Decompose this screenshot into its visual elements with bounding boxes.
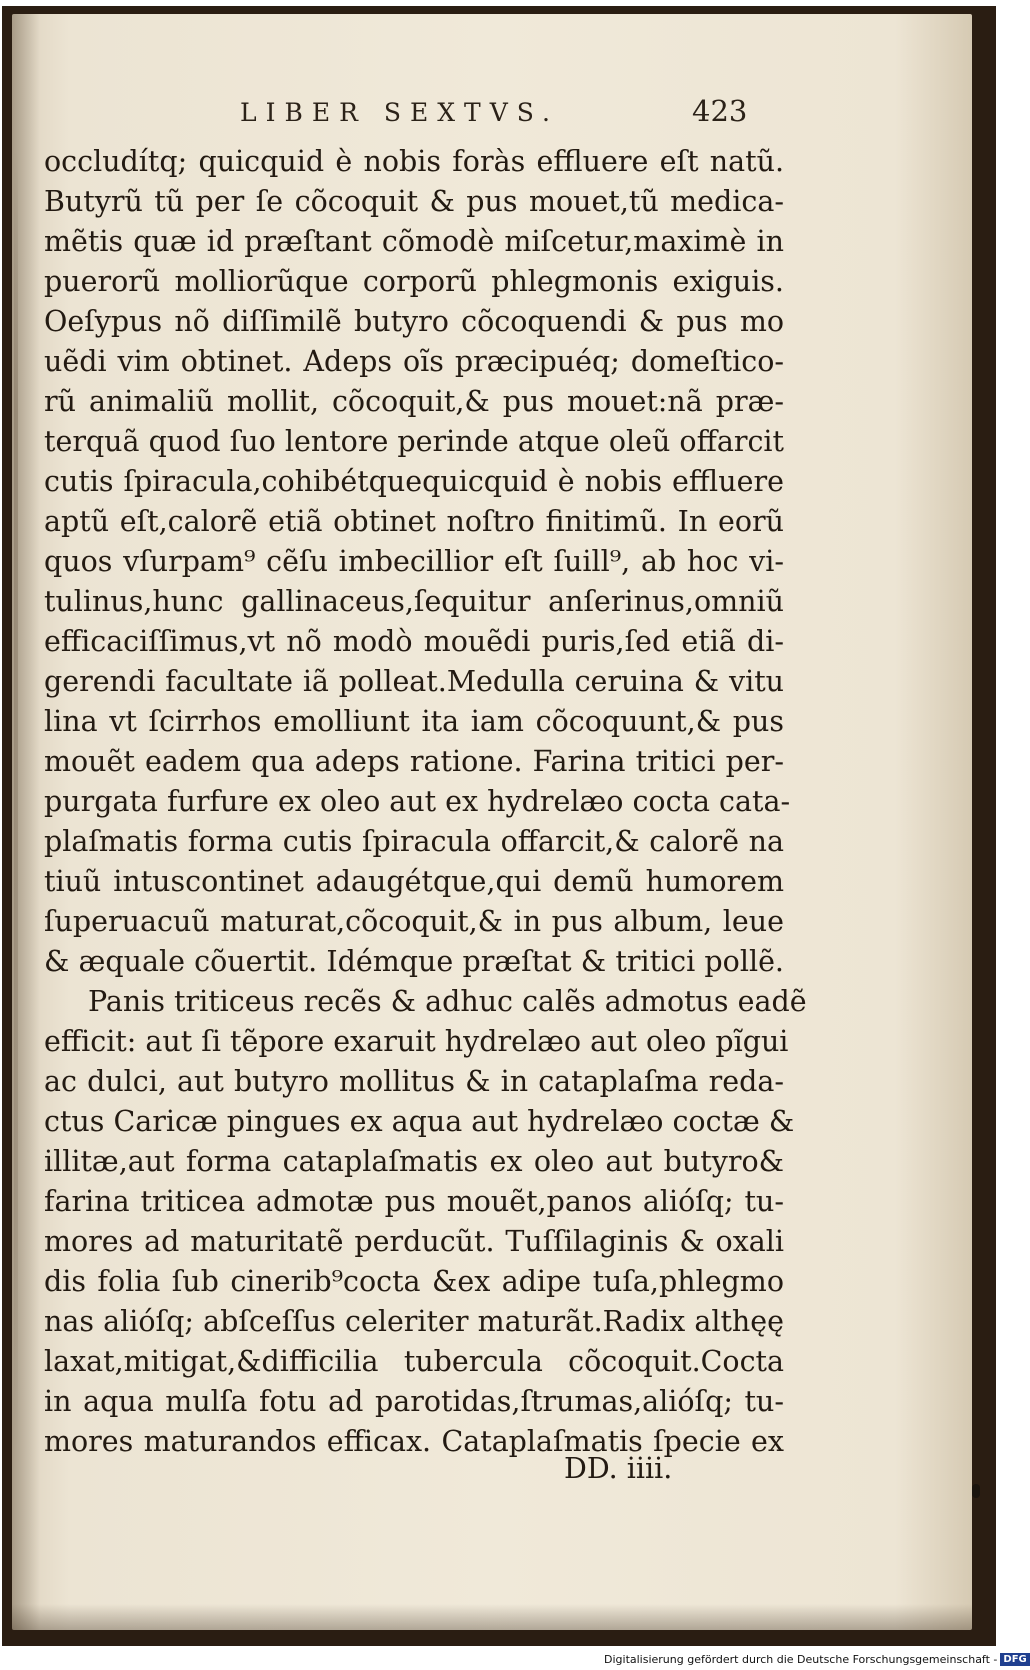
text-line: purgata furfure ex oleo aut ex hydrelæo cocta cata- xyxy=(44,785,791,818)
text-line: aptũ eſt,calorẽ etiã obtinet noſtro finitimũ. In eorũ xyxy=(44,505,784,538)
text-line: illitæ,aut forma cataplaſmatis ex oleo aut butyro& xyxy=(44,1145,784,1178)
text-line: occludítq; quicquid è nobis foràs effluere eſt natũ. xyxy=(44,145,784,178)
text-line: mores maturandos efficax. Cataplaſmatis ſpecie ex xyxy=(44,1425,784,1458)
text-line: dis folia ſub cinerib⁹cocta &ex adipe tuſa,phlegmo xyxy=(44,1265,784,1298)
text-line: laxat,mitigat,&difficilia tubercula cõcoquit.Cocta xyxy=(44,1345,784,1378)
running-head xyxy=(0,94,1000,138)
running-head-title: LIBER SEXTVS. xyxy=(240,98,559,127)
text-line: mẽtis quæ id præſtant cõmodè miſcetur,maximè in xyxy=(44,225,784,258)
page-bottom-edge xyxy=(12,1604,972,1630)
credit-text: Digitalisierung gefördert durch die Deutsche Forschungsgemeinschaft - xyxy=(604,1653,998,1666)
text-line: tiuũ intuscontinet adaugétque,qui demũ humorem xyxy=(44,865,784,898)
text-line: tulinus,hunc gallinaceus,ſequitur anſerinus,omniũ xyxy=(44,585,784,618)
text-line: Oeſypus nõ diſſimilẽ butyro cõcoquendi & pus mo xyxy=(44,305,784,338)
text-line: ctus Caricæ pingues ex aqua aut hydrelæo coctæ & xyxy=(44,1105,795,1138)
text-line: & æquale cõuertit. Idémque præſtat & tritici pollẽ. xyxy=(44,945,784,978)
ink-blot xyxy=(972,1484,980,1498)
text-line: puerorũ molliorũque corporũ phlegmonis exiguis. xyxy=(44,265,784,298)
dfg-logo: DFG xyxy=(1000,1653,1029,1666)
text-line: cutis ſpiracula,cohibétquequicquid è nobis effluere xyxy=(44,465,784,498)
text-line: gerendi facultate iã polleat.Medulla ceruina & vitu xyxy=(44,665,784,698)
text-line: Butyrũ tũ per ſe cõcoquit & pus mouet,tũ medica- xyxy=(44,185,784,218)
text-line: terquã quod ſuo lentore perinde atque oleũ offarcit xyxy=(44,425,784,458)
text-line: farina triticea admotæ pus mouẽt,panos alióſq; tu- xyxy=(44,1185,784,1218)
text-line: rũ animaliũ mollit, cõcoquit,& pus mouet:nã præ- xyxy=(44,385,784,418)
text-line: nas alióſq; abſceſſus celeriter maturãt.Radix althęę xyxy=(44,1305,784,1338)
text-line: plaſmatis forma cutis ſpiracula offarcit,& calorẽ na xyxy=(44,825,784,858)
text-line: efficaciſſimus,vt nõ modò mouẽdi puris,ſed etiã di- xyxy=(44,625,784,658)
text-line: ac dulci, aut butyro mollitus & in cataplaſma reda- xyxy=(44,1065,784,1098)
signature-catchword: DD. iiii. xyxy=(564,1452,673,1485)
text-line: quos vſurpam⁹ cẽſu imbecillior eſt ſuill⁹, ab hoc vi- xyxy=(44,545,784,578)
digitization-credit xyxy=(604,1652,1030,1668)
page-number: 423 xyxy=(692,94,748,128)
text-line: uẽdi vim obtinet. Adeps oĩs præcipuéq; domeſtico- xyxy=(44,345,784,378)
margin-stain xyxy=(14,150,18,1450)
text-line: mouẽt eadem qua adeps ratione. Farina tritici per- xyxy=(44,745,784,778)
text-line: mores ad maturitatẽ perducũt. Tuſſilaginis & oxali xyxy=(44,1225,784,1258)
text-line: lina vt ſcirrhos emolliunt ita iam cõcoquunt,& pus xyxy=(44,705,784,738)
body-text xyxy=(44,142,807,1462)
text-line: ſuperuacuũ maturat,cõcoquit,& in pus album, leue xyxy=(44,905,784,938)
text-line: in aqua mulſa fotu ad parotidas,ſtrumas,alióſq; tu- xyxy=(44,1385,784,1418)
text-line: efficit: aut ſi tẽpore exaruit hydrelæo aut oleo pĩgui xyxy=(44,1025,789,1058)
text-line-paragraph-start: Panis triticeus recẽs & adhuc calẽs admotus eadẽ xyxy=(88,985,807,1018)
